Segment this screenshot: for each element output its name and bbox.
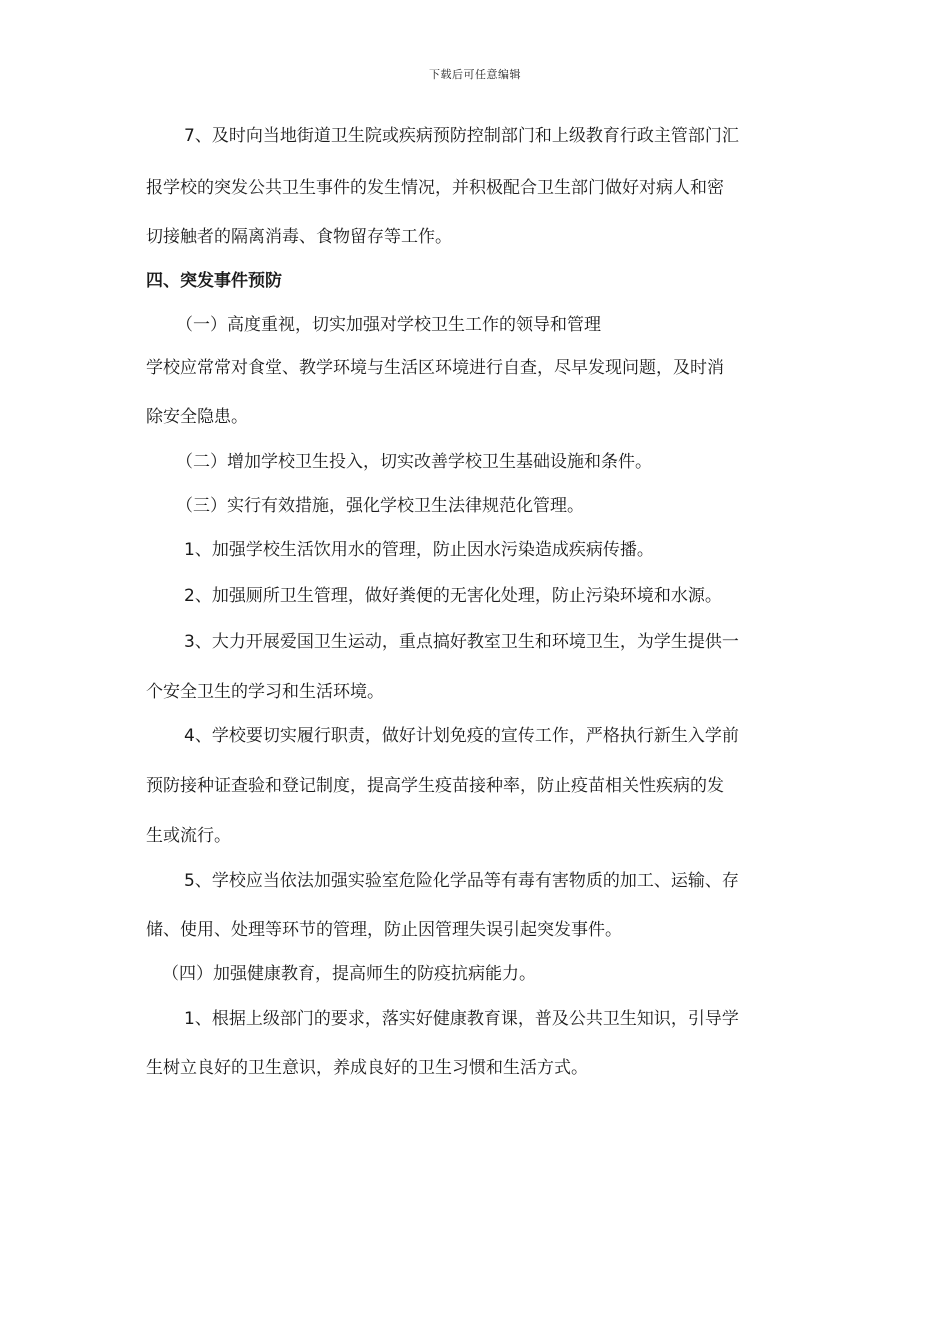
paragraph-line: 生或流行。 [146, 826, 231, 846]
header-note: 下载后可任意编辑 [429, 68, 521, 81]
section-heading: 四、突发事件预防 [146, 271, 282, 291]
paragraph-line: 报学校的突发公共卫生事件的发生情况，并积极配合卫生部门做好对病人和密 [146, 178, 724, 198]
paragraph-line: 学校应常常对食堂、教学环境与生活区环境进行自查，尽早发现问题，及时消 [146, 358, 724, 378]
paragraph-line: 储、使用、处理等环节的管理，防止因管理失误引起突发事件。 [146, 920, 622, 940]
subsection-heading: （二）增加学校卫生投入，切实改善学校卫生基础设施和条件。 [176, 452, 652, 472]
paragraph-line: 5、学校应当依法加强实验室危险化学品等有毒有害物质的加工、运输、存 [184, 871, 739, 891]
paragraph-line: 3、大力开展爱国卫生运动，重点搞好教室卫生和环境卫生，为学生提供一 [184, 632, 739, 652]
paragraph-line: 4、学校要切实履行职责，做好计划免疫的宣传工作，严格执行新生入学前 [184, 726, 739, 746]
paragraph-line: 1、加强学校生活饮用水的管理，防止因水污染造成疾病传播。 [184, 540, 654, 560]
paragraph-line: 1、根据上级部门的要求，落实好健康教育课，普及公共卫生知识，引导学 [184, 1009, 739, 1029]
subsection-heading: （三）实行有效措施，强化学校卫生法律规范化管理。 [176, 496, 584, 516]
paragraph-line: 预防接种证查验和登记制度，提高学生疫苗接种率，防止疫苗相关性疾病的发 [146, 776, 724, 796]
paragraph-line: 7、及时向当地街道卫生院或疾病预防控制部门和上级教育行政主管部门汇 [184, 126, 739, 146]
paragraph-line: 生树立良好的卫生意识，养成良好的卫生习惯和生活方式。 [146, 1058, 588, 1078]
paragraph-line: 2、加强厕所卫生管理，做好粪便的无害化处理，防止污染环境和水源。 [184, 586, 722, 606]
subsection-heading: （一）高度重视，切实加强对学校卫生工作的领导和管理 [176, 315, 601, 335]
subsection-heading: （四）加强健康教育，提高师生的防疫抗病能力。 [162, 964, 536, 984]
paragraph-line: 个安全卫生的学习和生活环境。 [146, 682, 384, 702]
paragraph-line: 切接触者的隔离消毒、食物留存等工作。 [146, 227, 452, 247]
paragraph-line: 除安全隐患。 [146, 407, 248, 427]
